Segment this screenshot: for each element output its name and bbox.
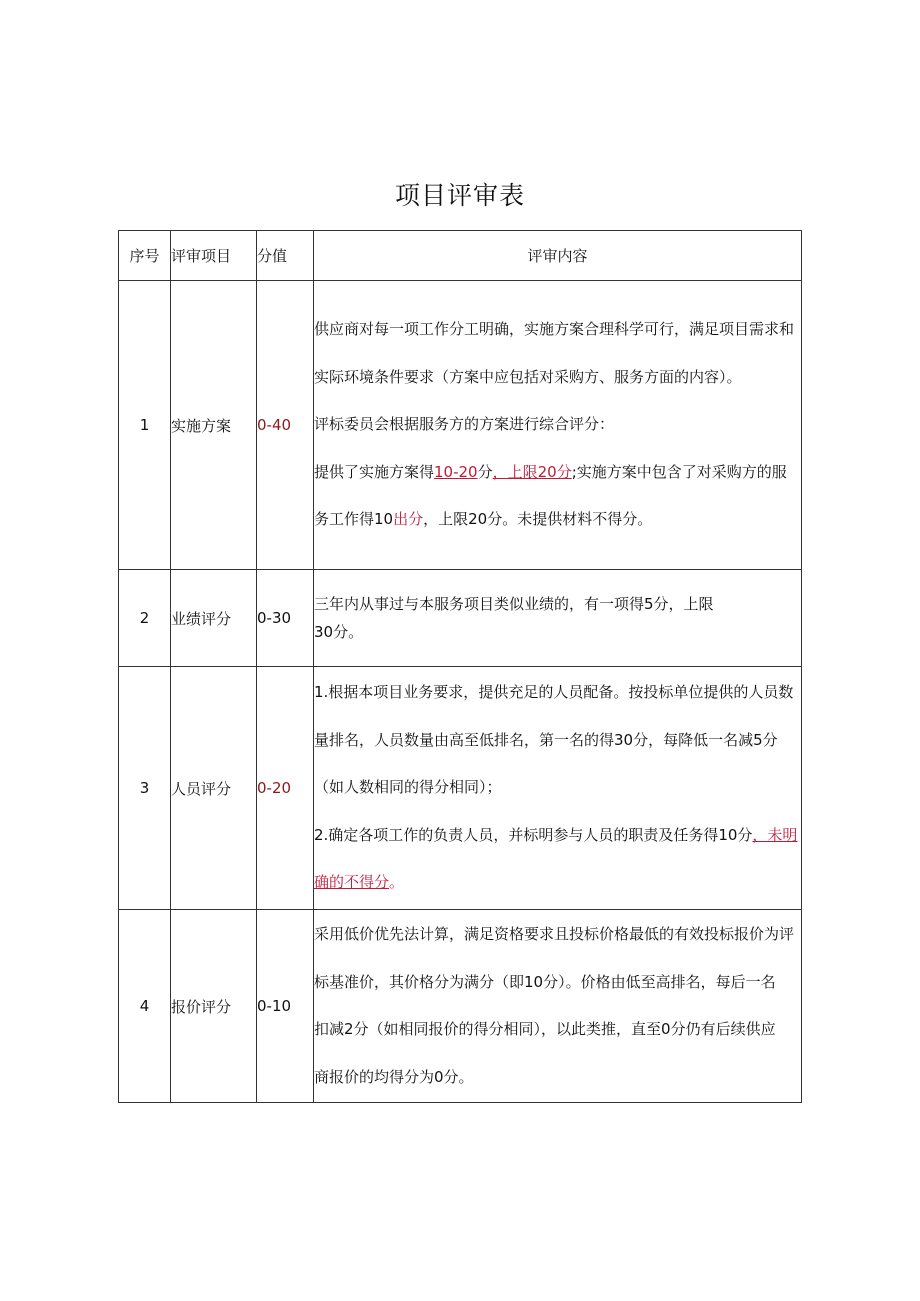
content-line: 30分。 (314, 623, 364, 641)
page-title: 项目评审表 (394, 181, 525, 210)
header-content: 评审内容 (314, 231, 802, 281)
content-line (314, 859, 801, 907)
content-line: 扣减2分（如相同报价的得分相同），以此类推，直至0分仍有后续供应 (314, 1020, 776, 1038)
content-line: 采用低价优先法计算，满足资格要求且投标价格最低的有效投标报价为评 (314, 925, 795, 943)
row-no: 1 (119, 281, 171, 570)
highlight-text: ，未明 (752, 825, 798, 844)
text-segment: 分 (477, 462, 493, 481)
header-score: 分值 (257, 231, 314, 281)
row-no: 2 (119, 570, 171, 667)
row-content (314, 910, 802, 1103)
table-row (119, 570, 802, 667)
table-row (119, 910, 802, 1103)
content-line (314, 812, 801, 860)
table-row (119, 281, 802, 570)
text-segment: 2.确定各项工作的负责人员，并标明参与人员的职责及任务得10分 (314, 825, 753, 844)
content-line: 实际环境条件要求（方案中应包括对采购方、服务方面的内容）。 (314, 367, 742, 386)
row-score: 0-40 (257, 281, 314, 570)
table-header-row (119, 231, 802, 281)
content-line: 商报价的均得分为0分。 (314, 1067, 474, 1086)
row-score: 0-10 (257, 910, 314, 1103)
content-line: （如人数相同的得分相同）； (314, 778, 502, 797)
row-item: 人员评分 (171, 667, 257, 910)
header-item: 评审项目 (171, 231, 257, 281)
table-row (119, 667, 802, 910)
content-line: 量排名，人员数量由高至低排名，第一名的得30分，每降低一名减5分 (314, 730, 778, 749)
highlight-text: 出分 (393, 510, 424, 529)
content-line: 供应商对每一项工作分工明确，实施方案合理科学可行，满足项目需求和 (314, 320, 795, 339)
row-no: 4 (119, 910, 171, 1103)
content-line: 评标委员会根据服务方的方案进行综合评分： (314, 415, 615, 434)
content-line: 三年内从事过与本服务项目类似业绩的，有一项得5分，上限 (314, 595, 714, 613)
row-content (314, 281, 802, 570)
row-item: 报价评分 (171, 910, 257, 1103)
row-content (314, 667, 802, 910)
content-line: 标基准价，其价格分为满分（即10分）。价格由低至高排名，每后一名 (314, 972, 776, 991)
row-score: 0-20 (257, 667, 314, 910)
row-no: 3 (119, 667, 171, 910)
text-segment: ;实施方案中包含了对采购方的服 (571, 462, 787, 481)
content-line (314, 496, 801, 544)
row-score: 0-30 (257, 570, 314, 667)
content-line (314, 449, 801, 497)
highlight-text: 。 (389, 873, 405, 892)
text-segment: ，上限20分。未提供材料不得分。 (423, 510, 653, 529)
header-no: 序号 (119, 231, 171, 281)
highlight-text: 确的不得分 (314, 873, 390, 892)
highlight-text: ，上限20分 (492, 462, 572, 481)
review-table (118, 230, 802, 1103)
row-content (314, 570, 802, 667)
highlight-text: 10-20 (434, 462, 478, 481)
text-segment: 务工作得10 (314, 510, 394, 529)
content-line: 1.根据本项目业务要求，提供充足的人员配备。按投标单位提供的人员数 (314, 683, 794, 702)
text-segment: 提供了实施方案得 (314, 462, 435, 481)
row-item: 业绩评分 (171, 570, 257, 667)
row-item: 实施方案 (171, 281, 257, 570)
